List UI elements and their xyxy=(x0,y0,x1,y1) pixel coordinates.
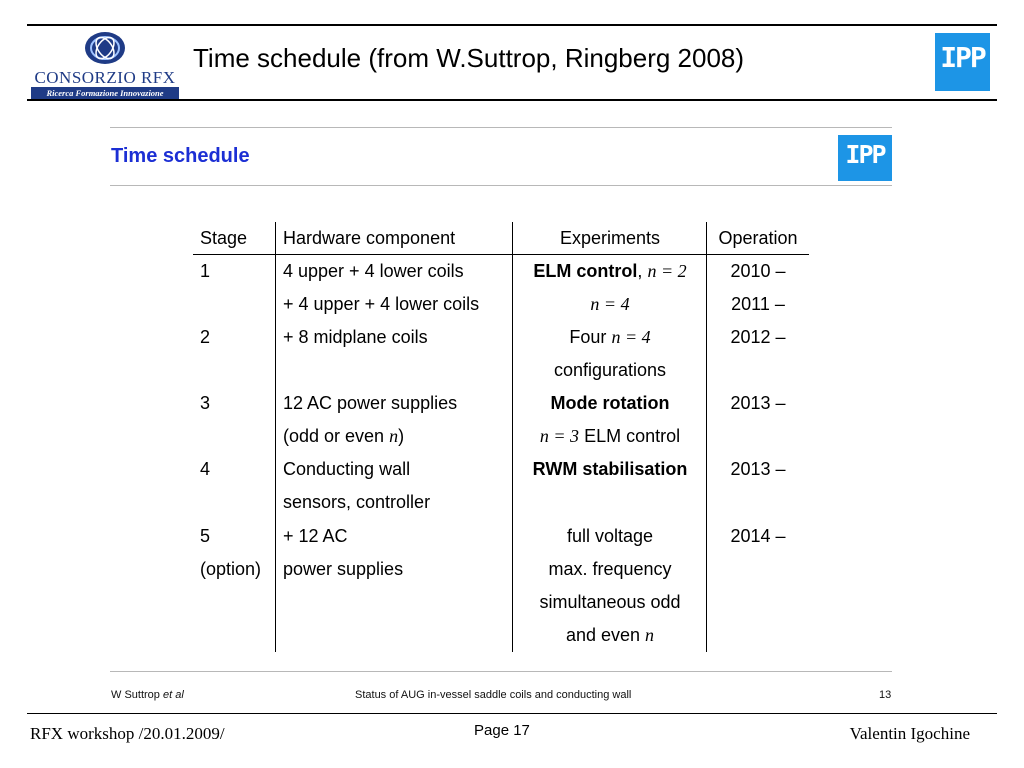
table-cell-stage: 1 xyxy=(200,261,211,281)
inner-slide-title-rule xyxy=(110,185,892,186)
table-cell-experiments: full voltage xyxy=(566,526,654,546)
hardware-close: ) xyxy=(398,426,405,446)
table-cell-experiments: max. frequency xyxy=(548,559,672,579)
experiment-text: and even xyxy=(565,625,641,645)
table-column-divider xyxy=(512,222,513,652)
inner-footer-author xyxy=(111,689,184,701)
table-cell-hardware: 12 AC power supplies xyxy=(283,393,458,413)
experiment-math: n = 4 xyxy=(611,327,651,347)
table-cell-stage: 3 xyxy=(200,393,211,413)
footer-author: Valentin Igochine xyxy=(849,724,970,743)
inner-slide-footer-rule xyxy=(110,671,892,672)
inner-footer-author-name: W Suttrop xyxy=(111,689,160,701)
table-cell-stage: 5 xyxy=(200,526,211,546)
table-header-rule xyxy=(193,254,809,255)
table-cell-hardware: + 4 upper + 4 lower coils xyxy=(283,294,480,314)
inner-ipp-logo: IPP xyxy=(838,135,892,181)
table-cell-hardware: Conducting wall xyxy=(283,459,411,479)
slide-title: Time schedule (from W.Suttrop, Ringberg 2008) xyxy=(193,43,745,73)
experiment-math: n = 2 xyxy=(647,261,687,281)
experiment-bold-text: ELM control xyxy=(533,261,638,281)
table-cell-hardware: 4 upper + 4 lower coils xyxy=(283,261,464,281)
table-cell-experiments: configurations xyxy=(553,360,667,380)
footer-rule xyxy=(27,713,997,714)
table-cell-hardware: power supplies xyxy=(283,559,404,579)
table-cell-operation: 2014 – xyxy=(730,526,786,546)
table-cell-hardware: sensors, controller xyxy=(283,492,431,512)
inner-slide-top-rule xyxy=(110,127,892,128)
header-bottom-rule xyxy=(27,99,997,101)
consorzio-rfx-logo xyxy=(29,30,181,100)
table-cell-operation: 2011 – xyxy=(731,294,785,314)
inner-slide-title: Time schedule xyxy=(111,145,250,167)
inner-footer-author-suffix: et al xyxy=(162,689,184,701)
table-cell-operation: 2013 – xyxy=(730,459,786,479)
consorzio-rfx-name: CONSORZIO RFX xyxy=(34,68,176,87)
table-cell-experiments: RWM stabilisation xyxy=(532,459,688,479)
table-cell-experiments xyxy=(514,425,706,447)
table-cell-experiments xyxy=(514,260,706,282)
experiment-text: ELM control xyxy=(584,426,681,446)
consorzio-rfx-emblem-icon xyxy=(29,30,181,70)
table-cell-operation: 2010 – xyxy=(730,261,786,281)
header-top-rule xyxy=(27,24,997,26)
table-header-stage: Stage xyxy=(200,228,248,248)
table-cell-hardware: + 12 AC xyxy=(283,526,348,546)
table-cell-stage: 4 xyxy=(200,459,211,479)
table-header-operation: Operation xyxy=(718,228,798,248)
table-cell-operation: 2012 – xyxy=(730,327,786,347)
hardware-math: n xyxy=(389,426,399,446)
table-cell-experiments xyxy=(514,624,706,646)
experiment-math: n = 3 xyxy=(539,426,580,446)
experiment-text: Four xyxy=(569,327,607,347)
experiment-separator: , xyxy=(637,261,643,281)
inner-footer-title: Status of AUG in-vessel saddle coils and conducting wall xyxy=(355,689,632,701)
table-column-divider xyxy=(275,222,276,652)
hardware-text: (odd or even xyxy=(283,426,385,446)
table-column-divider xyxy=(706,222,707,652)
table-cell-experiments: n = 4 xyxy=(590,294,630,314)
table-cell-stage: (option) xyxy=(200,559,262,579)
table-cell-hardware xyxy=(283,425,404,447)
footer-workshop: RFX workshop /20.01.2009/ xyxy=(30,724,225,743)
table-cell-experiments: Mode rotation xyxy=(550,393,670,413)
ipp-logo: IPP xyxy=(935,33,990,91)
table-cell-stage: 2 xyxy=(200,327,211,347)
consorzio-rfx-tagline: Ricerca Formazione Innovazione xyxy=(46,88,164,98)
table-cell-operation: 2013 – xyxy=(730,393,786,413)
table-cell-experiments xyxy=(514,326,706,348)
table-header-experiments: Experiments xyxy=(559,228,661,248)
table-header-hardware: Hardware component xyxy=(283,228,456,248)
inner-footer-page-number: 13 xyxy=(879,689,892,701)
experiment-math: n xyxy=(645,625,655,645)
table-cell-experiments: simultaneous odd xyxy=(539,592,681,612)
table-cell-hardware: + 8 midplane coils xyxy=(283,327,428,347)
footer-page-number: Page 17 xyxy=(474,722,530,739)
